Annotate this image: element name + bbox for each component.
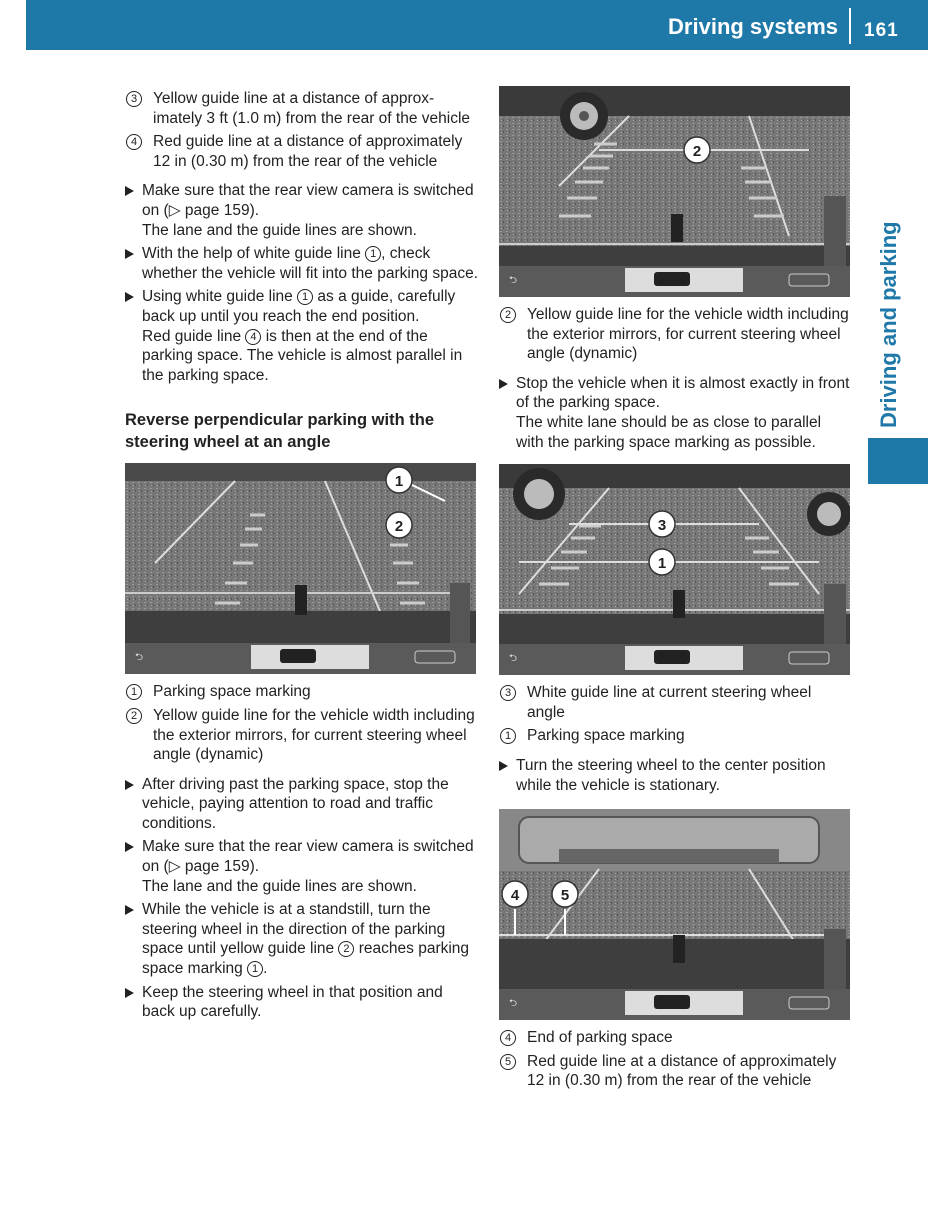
step-text: After driving past the parking space, stop the vehicle, paying attention to road and traffic conditions. (142, 775, 449, 832)
step-text: While the vehicle is at a standstill, turn the steering wheel in the direction of the parking space until yellow guide line (142, 901, 446, 958)
callout-number: 4 (500, 1030, 516, 1046)
step-text: Keep the steering wheel in that position and back up carefully. (142, 983, 443, 1021)
header-separator (849, 8, 851, 44)
step-text: Make sure that the rear view camera is switched on (▷ page 159). (142, 838, 474, 876)
image-callout: 1 (657, 555, 667, 573)
list-item (125, 706, 478, 765)
list-item (499, 305, 852, 364)
step-result: The lane and the guide lines are shown. (142, 877, 417, 895)
step-arrow-icon (499, 379, 508, 389)
image-callout: 2 (394, 518, 404, 536)
step-text: reaches parking space marking (142, 940, 470, 978)
item-text: White guide line at current steering wheel angle (527, 684, 812, 721)
camera-image-4 (499, 809, 850, 1020)
svg-text:⮌: ⮌ (509, 275, 518, 286)
step-arrow-icon (125, 988, 134, 998)
item-text: Red guide line at a distance of approximately 12 in (0.30 m) from the rear of the vehicle (527, 1052, 837, 1090)
section-title: Driving systems (668, 14, 838, 39)
list-item (499, 1052, 852, 1091)
step-text: , check whether the vehicle will fit into the parking space. (142, 245, 479, 282)
instruction-step (125, 837, 478, 896)
callout-number: 1 (297, 289, 313, 305)
step-text: Using white guide line (142, 288, 298, 306)
side-tab-marker (868, 438, 928, 484)
callout-number: 4 (245, 329, 261, 345)
svg-text:⮌: ⮌ (509, 998, 518, 1010)
step-text: . (263, 960, 268, 978)
step-text: With the help of white guide line (142, 245, 366, 263)
callout-number: 5 (500, 1054, 516, 1070)
image-callout: 4 (510, 887, 520, 905)
section-heading: Reverse perpendicular parking with the steering wheel at an angle (125, 411, 435, 452)
instruction-step (125, 244, 478, 283)
list-item (125, 682, 478, 702)
step-arrow-icon (125, 905, 134, 915)
instruction-step (125, 900, 478, 978)
left-column (125, 89, 478, 1026)
step-result: The white lane should be as close to parallel with the parking space marking as possible. (516, 413, 822, 451)
item-text: Parking space marking (527, 727, 685, 745)
instruction-step (125, 287, 478, 385)
callout-number: 2 (338, 941, 354, 957)
right-column (499, 86, 852, 1095)
list-item (125, 89, 478, 128)
image-callout: 5 (560, 887, 570, 905)
step-arrow-icon (125, 780, 134, 790)
camera-image-3 (499, 464, 850, 675)
step-arrow-icon (125, 842, 134, 852)
step-result: The lane and the guide lines are shown. (142, 221, 417, 239)
step-result: Red guide line (142, 327, 246, 345)
step-arrow-icon (125, 292, 134, 302)
item-text: End of parking space (527, 1029, 673, 1047)
item-text: Red guide line at a distance of approximately 12 in (0.30 m) from the rear of the vehicle (153, 133, 463, 170)
step-text: Turn the steering wheel to the center position while the vehicle is stationary. (516, 756, 826, 794)
callout-number: 2 (500, 307, 516, 323)
svg-text:⮌: ⮌ (509, 653, 518, 665)
callout-number: 1 (365, 246, 381, 262)
instruction-step (125, 983, 478, 1022)
item-text: Yellow guide line for the vehicle width including the exterior mirrors, for current steering wheel angle (dynamic) (527, 306, 849, 363)
camera-image-1 (125, 463, 476, 674)
list-item (499, 1028, 852, 1048)
callout-number: 4 (126, 134, 142, 150)
list-item (125, 132, 478, 171)
callout-number: 1 (500, 728, 516, 744)
list-item (499, 726, 852, 746)
callout-number: 1 (247, 961, 263, 977)
instruction-step (125, 181, 478, 240)
list-item (499, 683, 852, 722)
camera-image-2 (499, 86, 850, 297)
callout-number: 3 (126, 91, 142, 107)
step-arrow-icon (125, 186, 134, 196)
image-callout: 1 (394, 473, 404, 491)
step-arrow-icon (499, 761, 508, 771)
item-text: Yellow guide line for the vehicle width including the exterior mirrors, for current steering wheel angle (dynamic) (153, 706, 475, 764)
svg-text:⮌: ⮌ (135, 652, 144, 664)
callout-number: 1 (126, 684, 142, 700)
item-text: Parking space marking (153, 683, 311, 701)
step-text: Stop the vehicle when it is almost exactly in front of the parking space. (516, 374, 850, 412)
side-tab-label: Driving and parking (876, 221, 901, 428)
page-number: 161 (864, 20, 899, 41)
item-text: Yellow guide line at a distance of approximately 3 ft (1.0 m) from the rear of the vehicle (153, 90, 471, 127)
step-arrow-icon (125, 249, 134, 259)
image-callout: 2 (692, 143, 702, 160)
instruction-step (499, 756, 852, 795)
step-text: as a guide, carefully back up until you reach the end position. (142, 288, 456, 325)
image-callout: 3 (657, 517, 667, 535)
callout-number: 2 (126, 708, 142, 724)
step-result: is then at the end of the parking space. The vehicle is almost parallel in the parking space. (142, 327, 463, 384)
instruction-step (499, 374, 852, 452)
instruction-step (125, 775, 478, 834)
step-text: Make sure that the rear view camera is switched on (▷ page 159). (142, 182, 474, 219)
callout-number: 3 (500, 685, 516, 701)
